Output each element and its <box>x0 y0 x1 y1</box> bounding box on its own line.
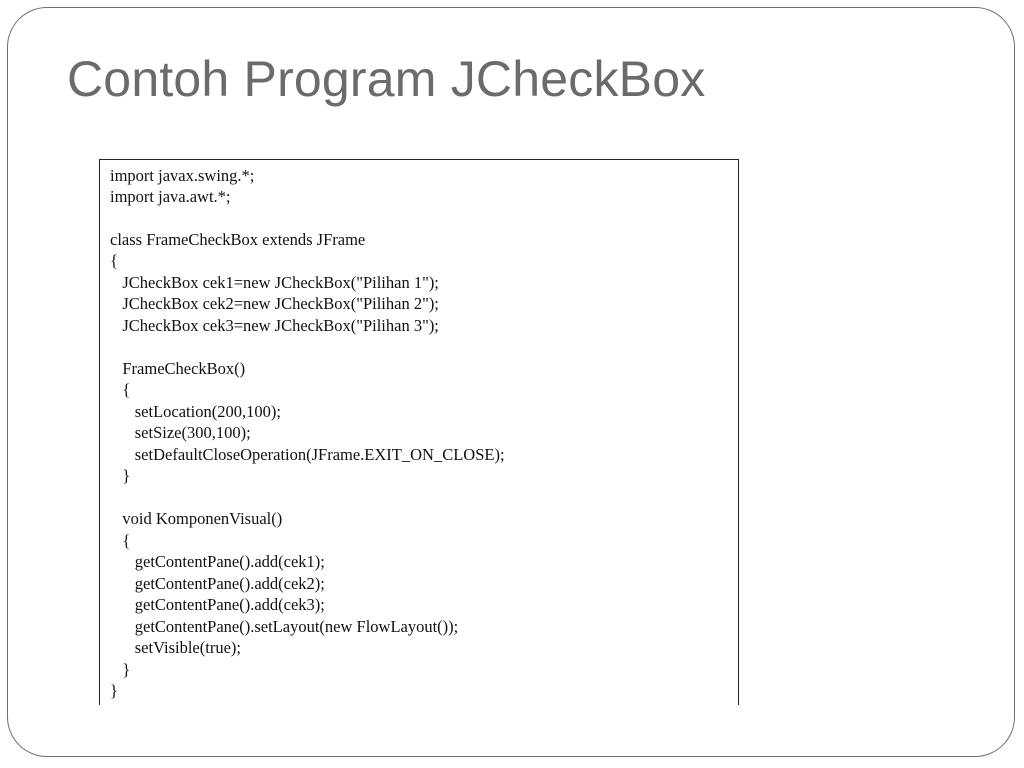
code-line: { <box>110 251 118 270</box>
code-line: setSize(300,100); <box>110 423 251 442</box>
code-line: import javax.swing.*; <box>110 166 255 185</box>
code-line: void KomponenVisual() <box>110 509 283 528</box>
code-line: { <box>110 531 131 550</box>
code-line: setDefaultCloseOperation(JFrame.EXIT_ON_CLOSE); <box>110 445 505 464</box>
code-line: JCheckBox cek3=new JCheckBox("Pilihan 3"); <box>110 316 439 335</box>
code-line: } <box>110 681 118 700</box>
code-listing <box>99 159 739 705</box>
code-line: class FrameCheckBox extends JFrame <box>110 230 366 249</box>
code-line: FrameCheckBox() <box>110 359 246 378</box>
code-line: getContentPane().add(cek3); <box>110 595 325 614</box>
code-line: setVisible(true); <box>110 638 241 657</box>
code-line: JCheckBox cek2=new JCheckBox("Pilihan 2"); <box>110 294 439 313</box>
code-line: } <box>110 660 131 679</box>
code-line: { <box>110 380 131 399</box>
code-line: getContentPane().setLayout(new FlowLayout()); <box>110 617 459 636</box>
code-line: getContentPane().add(cek2); <box>110 574 325 593</box>
code-line: import java.awt.*; <box>110 187 231 206</box>
code-line: JCheckBox cek1=new JCheckBox("Pilihan 1"); <box>110 273 439 292</box>
code-line: getContentPane().add(cek1); <box>110 552 325 571</box>
code-line: setLocation(200,100); <box>110 402 281 421</box>
slide-title: Contoh Program JCheckBox <box>67 51 706 107</box>
code-line: } <box>110 466 131 485</box>
